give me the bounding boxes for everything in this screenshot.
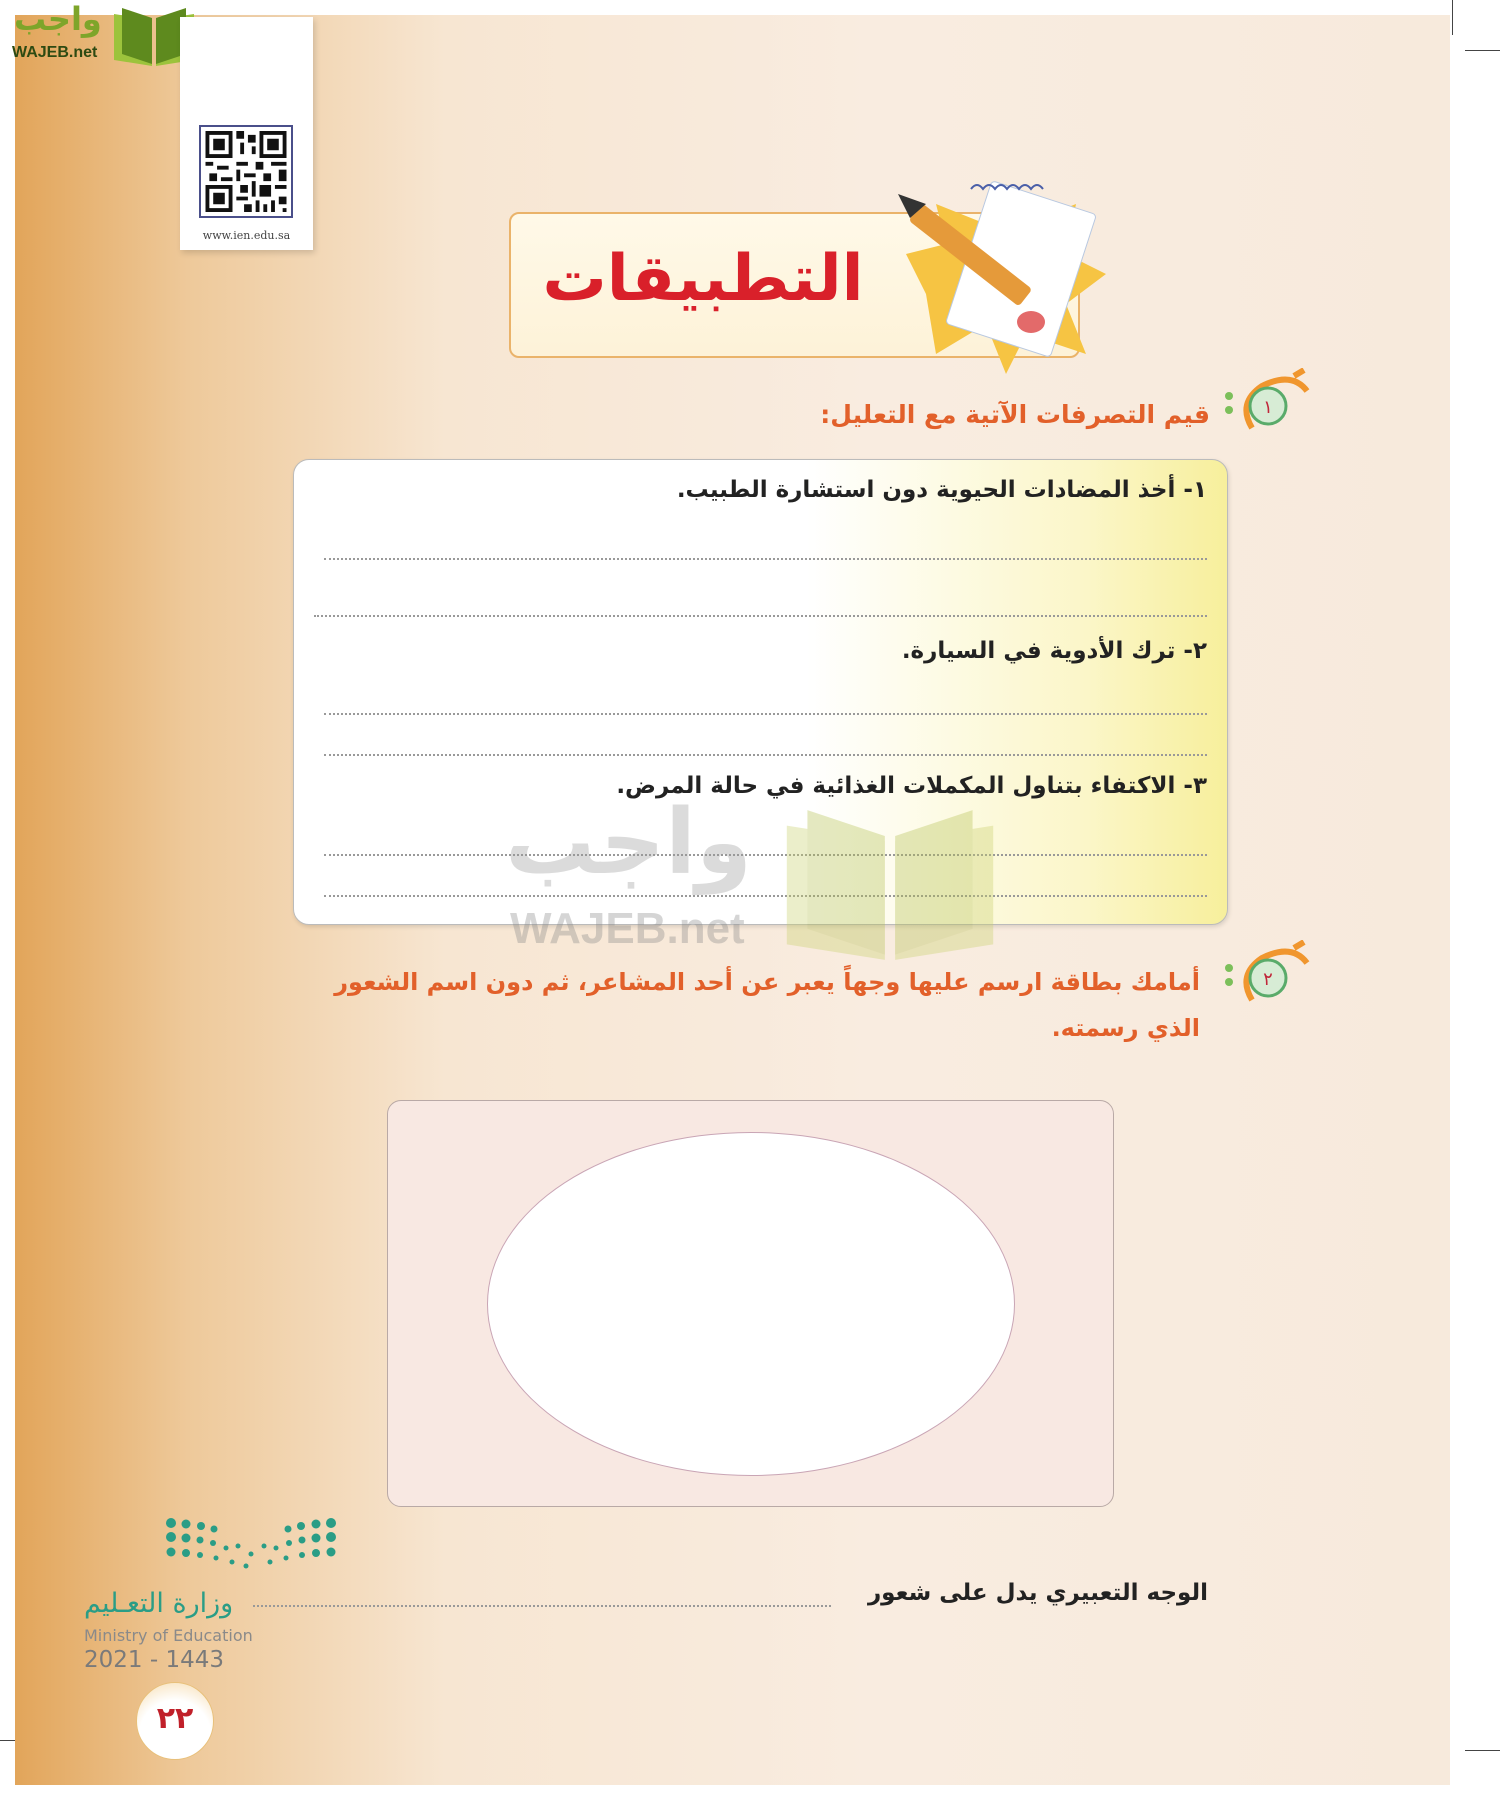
edition-year: 2021 - 1443 [84, 1647, 224, 1673]
page-number: ٢٢ [156, 1701, 194, 1736]
question-2-prompt-line-2: الذي رسمته. [1051, 1014, 1200, 1042]
answer-line[interactable] [324, 558, 1207, 560]
watermark-latin: WAJEB.net [510, 904, 745, 953]
answer-line[interactable] [324, 754, 1207, 756]
face-drawing-area[interactable] [487, 1132, 1015, 1476]
question-2-badge-icon [1222, 940, 1312, 1010]
crop-mark [1465, 50, 1500, 51]
wajeb-logo [10, 0, 190, 66]
drawing-card [387, 1100, 1114, 1507]
qr-code[interactable] [199, 125, 293, 218]
notebook-pencil-icon [896, 174, 1116, 374]
ministry-name-english: Ministry of Education [84, 1626, 253, 1645]
qr-url[interactable]: www.ien.edu.sa [202, 229, 291, 242]
question-1-item-3: ٣- الاكتفاء بتناول المكملات الغذائية في حالة المرض. [616, 773, 1207, 799]
answer-line[interactable] [314, 615, 1207, 617]
section-title: التطبيقات [542, 242, 864, 316]
question-1-badge-icon [1222, 368, 1312, 438]
logo-latin: WAJEB.net [12, 44, 98, 61]
question-1-number: ١ [1263, 397, 1273, 418]
watermark-book-icon [775, 805, 1005, 965]
watermark [505, 790, 1005, 965]
section-title-banner [509, 212, 1080, 358]
answer-prompt: الوجه التعبيري يدل على شعور [867, 1580, 1208, 1606]
watermark-arabic: واجب [505, 790, 752, 895]
qr-card [180, 17, 313, 250]
answer-line[interactable] [324, 713, 1207, 715]
ministry-name-arabic: وزارة التعـليم [84, 1588, 234, 1619]
question-1-item-2: ٢- ترك الأدوية في السيارة. [901, 638, 1207, 664]
crop-mark [1465, 1750, 1500, 1751]
crop-mark [1452, 0, 1453, 35]
question-1-item-1: ١- أخذ المضادات الحيوية دون استشارة الطبيب. [676, 477, 1207, 503]
answer-line[interactable] [253, 1605, 831, 1607]
qr-code-icon [205, 131, 287, 212]
question-2-prompt-line-1: أمامك بطاقة ارسم عليها وجهاً يعبر عن أحد المشاعر، ثم دون اسم الشعور [334, 968, 1200, 996]
ministry-logo-icon [166, 1518, 336, 1578]
logo-arabic: واجب [14, 0, 102, 38]
question-1-prompt: قيم التصرفات الآتية مع التعليل: [820, 400, 1210, 429]
question-2-number: ٢ [1263, 969, 1273, 990]
